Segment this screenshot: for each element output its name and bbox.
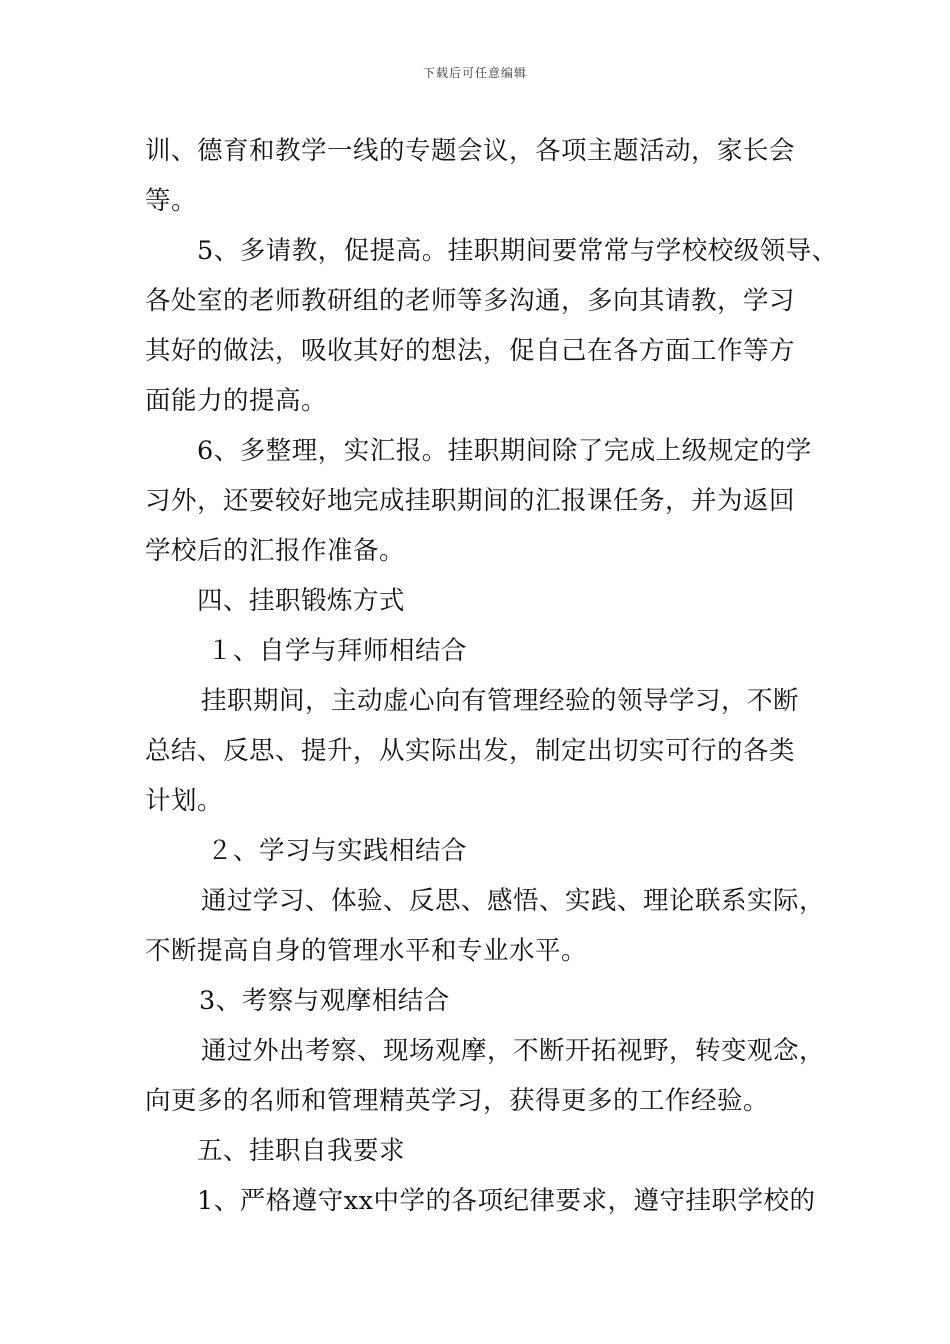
subsection-heading: １、自学与拜师相结合 [207,636,468,666]
section-heading: 五、挂职自我要求 [197,1136,406,1166]
section-heading: 四、挂职锻炼方式 [197,586,406,616]
text-line: 习外，还要较好地完成挂职期间的汇报课任务，并为返回 [145,486,796,516]
text-line: 总结、反思、提升，从实际出发，制定出切实可行的各类 [145,736,796,766]
page-header: 下载后可任意编辑 [422,66,527,80]
text-line: 各处室的老师教研组的老师等多沟通，多向其请教，学习 [145,286,796,316]
text-line: 通过学习、体验、反思、感悟、实践、理论联系实际， [201,886,826,916]
text-line: 6、多整理，实汇报。挂职期间除了完成上级规定的学 [197,436,812,466]
text-line: 计划。 [145,786,224,816]
text-line: 学校后的汇报作准备。 [145,536,406,566]
document-body [145,126,838,1226]
text-line: 不断提高自身的管理水平和专业水平。 [145,936,588,966]
text-line: 面能力的提高。 [145,386,328,416]
text-line: 向更多的名师和管理精英学习，获得更多的工作经验。 [145,1086,770,1116]
text-line: 训、德育和教学一线的专题会议，各项主题活动，家长会 [145,136,796,166]
text-line: 等。 [145,186,198,216]
text-line: 5、多请教，促提高。挂职期间要常常与学校校级领导、 [197,236,838,266]
text-line: 挂职期间，主动虚心向有管理经验的领导学习，不断 [201,686,800,716]
text-line: 其好的做法，吸收其好的想法，促自己在各方面工作等方 [145,336,796,366]
text-line: 通过外出考察、现场观摩，不断开拓视野，转变观念， [201,1036,826,1066]
subsection-heading: 3、考察与观摩相结合 [199,986,450,1016]
text-line: 1、严格遵守xx中学的各项纪律要求，遵守挂职学校的 [197,1186,816,1216]
subsection-heading: ２、学习与实践相结合 [207,836,468,866]
